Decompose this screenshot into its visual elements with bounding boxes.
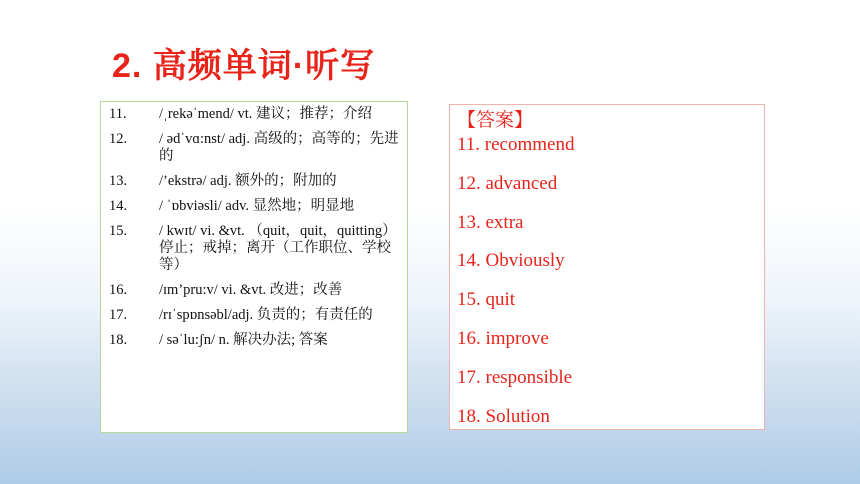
- answer-item: 13. extra: [457, 211, 524, 233]
- vocabulary-list: [100, 101, 408, 433]
- vocab-number: 12.: [109, 131, 128, 147]
- vocab-item: [109, 282, 401, 299]
- vocab-number: 14.: [109, 198, 128, 214]
- vocab-item: [109, 198, 401, 215]
- vocab-item: [109, 223, 401, 274]
- vocab-entry: /’ekstrə/ adj. 额外的；附加的: [159, 173, 337, 189]
- vocab-item: [109, 307, 401, 324]
- vocab-entry: /ˌrekəˈmend/ vt. 建议；推荐；介绍: [159, 106, 373, 122]
- answer-item: 15. quit: [457, 289, 516, 311]
- vocab-number: 15.: [109, 223, 128, 239]
- answer-item: 12. advanced: [457, 172, 558, 194]
- vocab-item: [109, 131, 401, 165]
- vocab-item: [109, 173, 401, 190]
- answer-item: 16. improve: [457, 327, 549, 349]
- vocab-entry: /ɪm’pru:v/ vi. &vt. 改进；改善: [159, 282, 343, 298]
- answer-item: 17. responsible: [457, 366, 573, 388]
- vocab-entry: /rɪˈspɒnsəbl/adj. 负责的；有责任的: [159, 307, 373, 323]
- vocab-number: 11.: [109, 106, 127, 122]
- vocab-number: 16.: [109, 282, 128, 298]
- vocab-entry: / ədˈvɑ:nst/ adj. 高级的；高等的；先进的: [159, 131, 399, 164]
- answer-item: 18. Solution: [457, 405, 550, 427]
- vocab-number: 13.: [109, 173, 128, 189]
- answer-item: 14. Obviously: [457, 250, 565, 272]
- vocab-item: [109, 106, 401, 123]
- vocab-number: 18.: [109, 332, 128, 348]
- answer-heading: 【答案】: [457, 109, 534, 131]
- vocab-entry: / səˈlu:ʃn/ n. 解决办法; 答案: [159, 332, 328, 348]
- vocab-entry: / kwɪt/ vi. &vt. （quit，quit，quitting） 停止；戒掉；离开（工作职位、学校等）: [159, 223, 397, 273]
- page-title: 2. 高频单词·听写: [112, 47, 376, 85]
- vocab-number: 17.: [109, 307, 128, 323]
- answer-item: 11. recommend: [457, 134, 575, 155]
- answer-panel: [449, 104, 765, 430]
- vocab-entry: / ˈɒbviəsli/ adv. 显然地；明显地: [159, 198, 355, 214]
- vocab-item: [109, 332, 401, 349]
